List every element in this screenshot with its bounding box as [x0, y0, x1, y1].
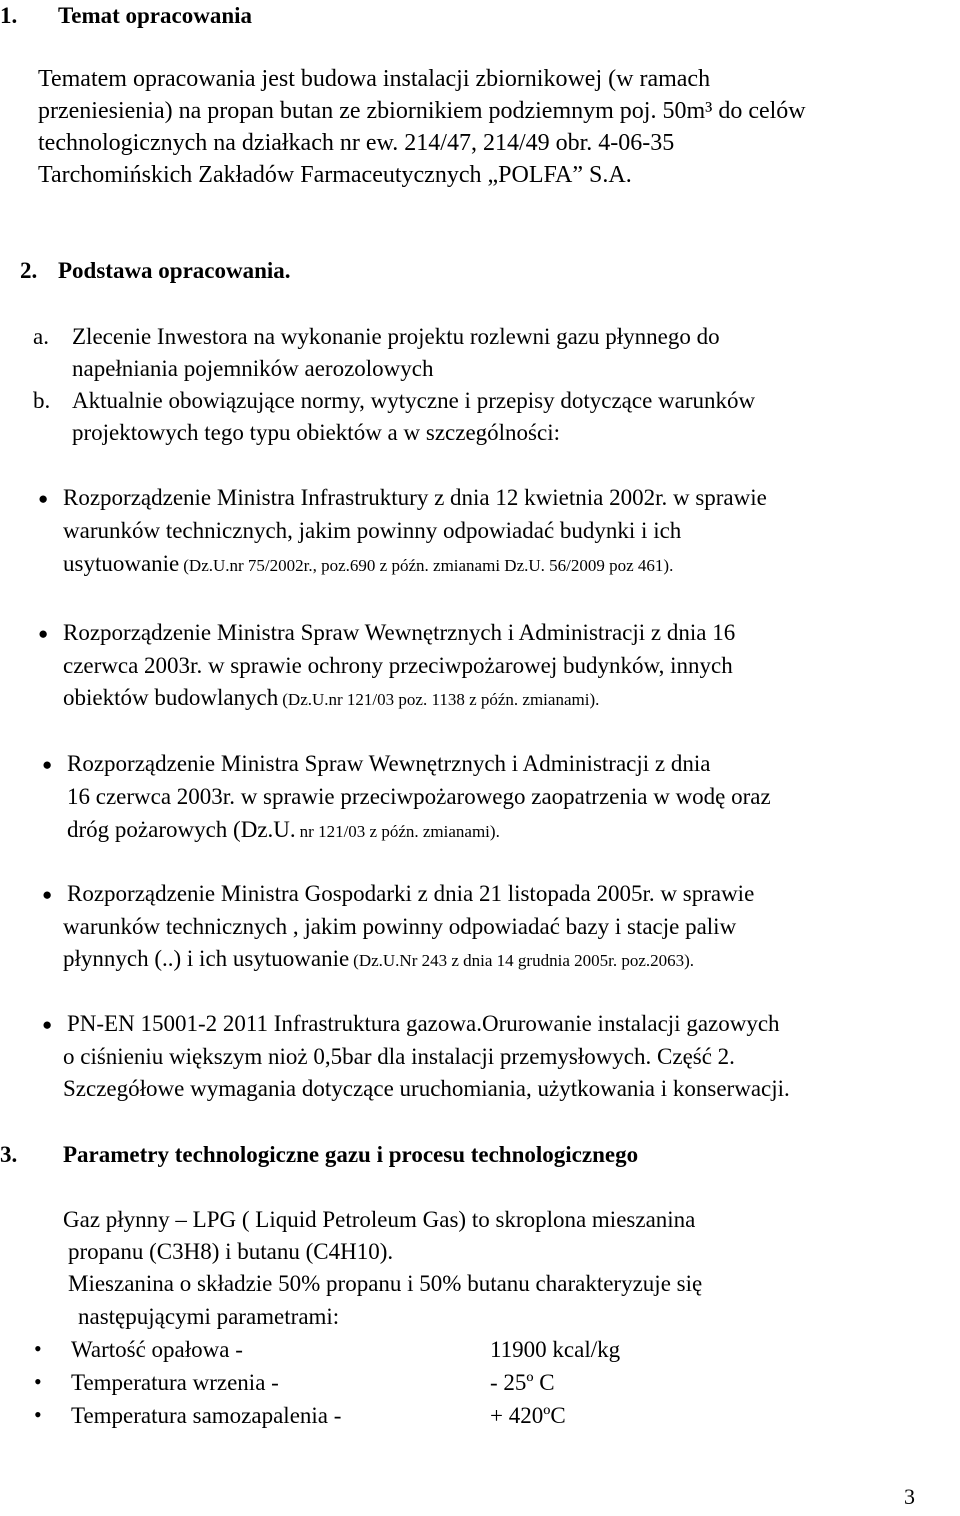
item-b-line: projektowych tego typu obiektów a w szczególności: [72, 420, 560, 445]
regulation-reference: (Dz.U.nr 75/2002r., poz.690 z późn. zmianami Dz.U. 56/2009 poz 461). [183, 556, 674, 575]
parameter-bullet: • [34, 1402, 42, 1427]
item-a-line: napełniania pojemników aerozolowych [72, 356, 434, 381]
regulation-line: usytuowanie [63, 551, 180, 576]
regulation-reference: (Dz.U.nr 121/03 poz. 1138 z późn. zmianami). [282, 690, 600, 709]
regulation-line: Rozporządzenie Ministra Gospodarki z dnia 21 listopada 2005r. w sprawie [67, 881, 755, 906]
regulation-line: czerwca 2003r. w sprawie ochrony przeciwpożarowej budynków, innych [63, 653, 733, 678]
section-3-line: propanu (C3H8) i butanu (C4H10). [68, 1239, 394, 1264]
section-2-number: 2. [20, 258, 38, 283]
item-b-marker: b. [33, 388, 51, 413]
parameter-value: 11900 kcal/kg [490, 1337, 621, 1362]
regulation-line: warunków technicznych, jakim powinny odpowiadać budynki i ich [63, 518, 682, 543]
section-3-line: Mieszanina o składzie 50% propanu i 50% butanu charakteryzuje się [68, 1271, 703, 1296]
regulation-reference: nr 121/03 z późn. zmianami). [299, 822, 500, 841]
item-a-marker: a. [33, 324, 49, 349]
section-3-title: Parametry technologiczne gazu i procesu technologicznego [63, 1142, 639, 1167]
parameter-bullet: • [34, 1336, 42, 1361]
regulation-line: obiektów budowlanych [63, 685, 279, 710]
regulation-line: Szczegółowe wymagania dotyczące uruchomiania, użytkowania i konserwacji. [63, 1076, 790, 1101]
section-1-line: Tarchomińskich Zakładów Farmaceutycznych „POLFA” S.A. [38, 162, 632, 188]
regulation-reference: (Dz.U.Nr 243 z dnia 14 grudnia 2005r. poz.2063). [353, 951, 695, 970]
regulation-line: płynnych (..) i ich usytuowanie [63, 946, 350, 971]
parameter-label: Wartość opałowa - [71, 1337, 243, 1362]
regulation-line: 16 czerwca 2003r. w sprawie przeciwpożarowego zaopatrzenia w wodę oraz [67, 784, 771, 809]
section-1-line: technologicznych na działkach nr ew. 214/47, 214/49 obr. 4-06-35 [38, 130, 675, 156]
section-3-line: Gaz płynny – LPG ( Liquid Petroleum Gas) to skroplona mieszanina [63, 1207, 696, 1232]
parameter-bullet: • [34, 1369, 42, 1394]
parameter-value: - 25º C [490, 1370, 555, 1395]
section-3-line: następującymi parametrami: [78, 1304, 340, 1329]
page-number: 3 [904, 1484, 915, 1509]
regulation-bullet: ● [42, 755, 53, 774]
parameter-label: Temperatura wrzenia - [71, 1370, 279, 1395]
regulation-line: o ciśnieniu większym nioż 0,5bar dla instalacji przemysłowych. Część 2. [63, 1044, 735, 1069]
regulation-line: Rozporządzenie Ministra Spraw Wewnętrznych i Administracji z dnia 16 [63, 620, 736, 645]
regulation-line: Rozporządzenie Ministra Infrastruktury z dnia 12 kwietnia 2002r. w sprawie [63, 485, 767, 510]
regulation-line-with-reference [63, 947, 694, 970]
regulation-line-with-reference [67, 818, 500, 841]
item-b-line: Aktualnie obowiązujące normy, wytyczne i przepisy dotyczące warunków [72, 388, 756, 413]
parameter-value: + 420ºC [490, 1403, 566, 1428]
section-2-title: Podstawa opracowania. [58, 258, 291, 283]
regulation-line: dróg pożarowych (Dz.U. [67, 817, 296, 842]
parameter-label: Temperatura samozapalenia - [71, 1403, 342, 1428]
section-1-line: przeniesienia) na propan butan ze zbiornikiem podziemnym poj. 50m³ do celów [38, 98, 806, 124]
regulation-line: Rozporządzenie Ministra Spraw Wewnętrznych i Administracji z dnia [67, 751, 711, 776]
item-a-line: Zlecenie Inwestora na wykonanie projektu rozlewni gazu płynnego do [72, 324, 720, 349]
section-1-title: Temat opracowania [58, 3, 253, 28]
regulation-line-with-reference [63, 686, 599, 709]
regulation-bullet: ● [42, 885, 53, 904]
regulation-line: PN-EN 15001-2 2011 Infrastruktura gazowa.Orurowanie instalacji gazowych [67, 1011, 780, 1036]
regulation-bullet: ● [38, 489, 49, 508]
section-1-line: Tematem opracowania jest budowa instalacji zbiornikowej (w ramach [38, 66, 711, 92]
regulation-bullet: ● [38, 624, 49, 643]
section-3-number: 3. [0, 1142, 18, 1167]
regulation-line: warunków technicznych , jakim powinny odpowiadać bazy i stacje paliw [63, 914, 737, 939]
regulation-line-with-reference [63, 552, 673, 575]
section-1-number: 1. [0, 3, 18, 28]
regulation-bullet: ● [42, 1015, 53, 1034]
